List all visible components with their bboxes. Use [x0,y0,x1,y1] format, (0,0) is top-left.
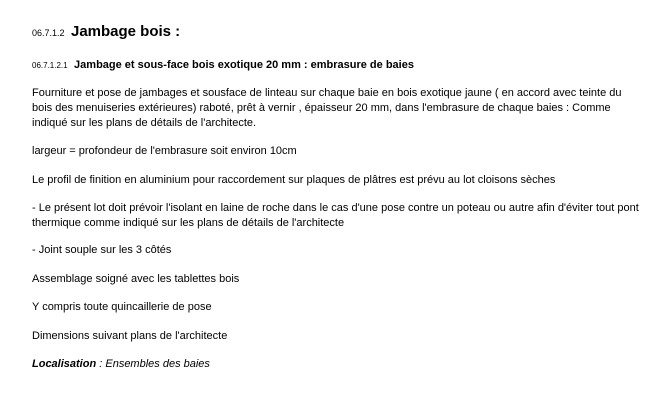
paragraph-largeur: largeur = profondeur de l'embrasure soit environ 10cm [32,145,297,157]
localisation-value: Ensembles des baies [105,358,210,370]
localisation-label: Localisation [32,358,97,370]
subsection-heading [32,56,414,74]
paragraph-dimensions: Dimensions suivant plans de l'architecte [32,330,228,342]
subsection-number: 06.7.1.2.1 [32,61,68,70]
section-title: Jambage bois : [70,23,181,40]
localisation-line [32,357,642,372]
localisation-separator: : [96,358,106,370]
paragraph-fourniture: Fourniture et pose de jambages et sousface de linteau sur chaque baie en bois exotique jaune ( en accord avec teinte du bois des menuiseries extérieures) raboté, prêt à vernir , épaisseur 20 mm, dans l'embrasure de chaque baies : Comme indiqué sur les plans de détails de l'architecte. [32,87,622,129]
section-heading [32,23,180,42]
paragraph-present-lot: - Le présent lot doit prévoir l'isolant en laine de roche dans le cas d'une pose contre un poteau ou autre afin d'éviter tout pont thermique comme indiqué sur les plans de détails de l'architecte [32,202,639,229]
paragraph-y-compris: Y compris toute quincaillerie de pose [32,301,212,313]
paragraph-profil: Le profil de finition en aluminium pour raccordement sur plaques de plâtres est prévu au lot cloisons sèches [32,174,556,186]
subsection-title: Jambage et sous-face bois exotique 20 mm : embrasure de baies [74,59,414,71]
paragraph-assemblage: Assemblage soigné avec les tablettes bois [32,273,240,285]
paragraph-joint: - Joint souple sur les 3 côtés [32,244,172,256]
section-number: 06.7.1.2 [32,28,65,38]
